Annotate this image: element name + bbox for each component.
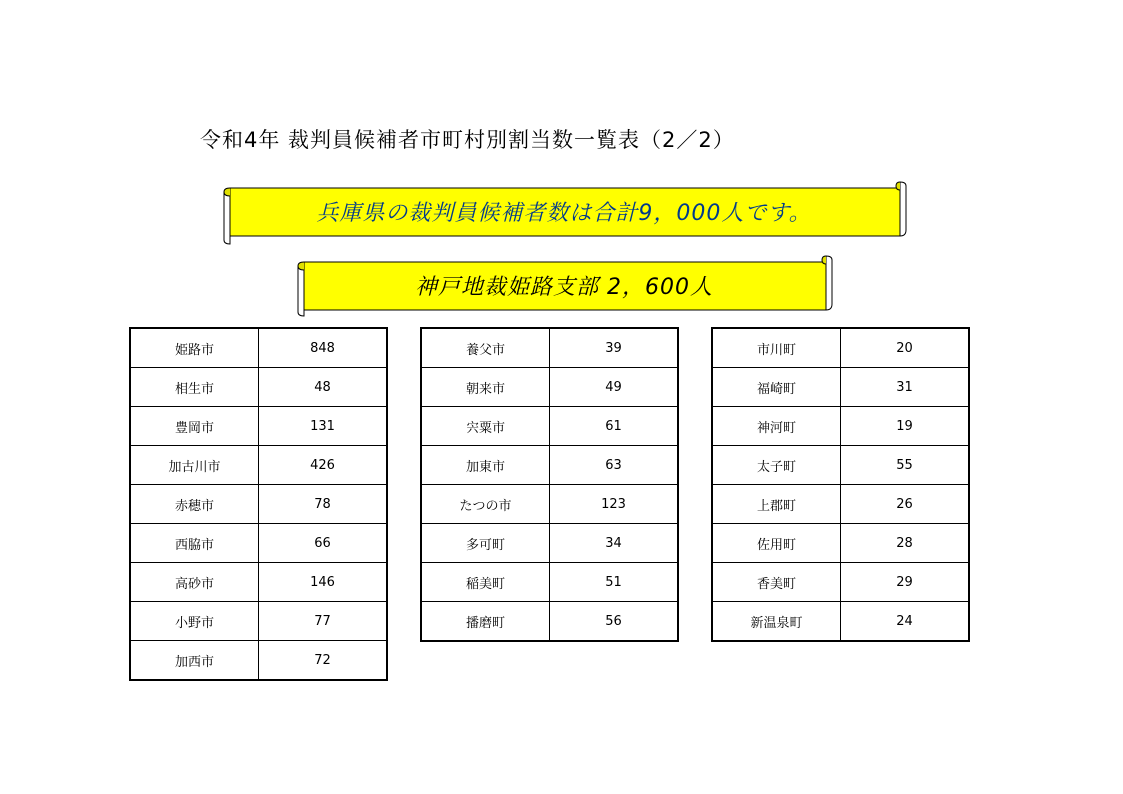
allocation-count: 72 <box>259 641 388 681</box>
allocation-count: 20 <box>841 328 970 368</box>
table-row <box>130 524 387 563</box>
allocation-count: 19 <box>841 407 970 446</box>
municipality-name: 加古川市 <box>130 446 259 485</box>
table-row <box>421 328 678 368</box>
allocation-count: 39 <box>550 328 679 368</box>
branch-banner <box>294 252 834 318</box>
table-row <box>421 446 678 485</box>
table-row <box>421 524 678 563</box>
allocation-count: 426 <box>259 446 388 485</box>
allocation-table-2 <box>420 327 679 642</box>
allocation-count: 848 <box>259 328 388 368</box>
total-banner <box>220 178 908 246</box>
allocation-count: 146 <box>259 563 388 602</box>
table-row <box>421 407 678 446</box>
municipality-name: 豊岡市 <box>130 407 259 446</box>
allocation-count: 51 <box>550 563 679 602</box>
municipality-name: 姫路市 <box>130 328 259 368</box>
table-row <box>130 641 387 681</box>
allocation-count: 77 <box>259 602 388 641</box>
municipality-name: 加東市 <box>421 446 550 485</box>
allocation-count: 66 <box>259 524 388 563</box>
table-row <box>130 328 387 368</box>
municipality-name: 高砂市 <box>130 563 259 602</box>
table-row <box>130 485 387 524</box>
table-row <box>130 602 387 641</box>
allocation-count: 48 <box>259 368 388 407</box>
allocation-count: 28 <box>841 524 970 563</box>
table-row <box>712 446 969 485</box>
table-row <box>712 602 969 642</box>
allocation-count: 26 <box>841 485 970 524</box>
table-row <box>130 407 387 446</box>
branch-banner-text: 神戸地裁姫路支部 2，600人 <box>415 275 713 300</box>
table-row <box>712 524 969 563</box>
table-row <box>712 407 969 446</box>
table-row <box>712 328 969 368</box>
table-row <box>421 485 678 524</box>
municipality-name: 宍粟市 <box>421 407 550 446</box>
municipality-name: 福崎町 <box>712 368 841 407</box>
allocation-table-3 <box>711 327 970 642</box>
allocation-count: 29 <box>841 563 970 602</box>
table-row <box>712 368 969 407</box>
table-row <box>130 368 387 407</box>
allocation-count: 63 <box>550 446 679 485</box>
municipality-name: たつの市 <box>421 485 550 524</box>
municipality-name: 朝来市 <box>421 368 550 407</box>
municipality-name: 相生市 <box>130 368 259 407</box>
municipality-name: 佐用町 <box>712 524 841 563</box>
allocation-count: 31 <box>841 368 970 407</box>
allocation-count: 55 <box>841 446 970 485</box>
municipality-name: 加西市 <box>130 641 259 681</box>
table-row <box>130 446 387 485</box>
table-row <box>130 563 387 602</box>
allocation-count: 56 <box>550 602 679 642</box>
allocation-count: 24 <box>841 602 970 642</box>
allocation-count: 131 <box>259 407 388 446</box>
allocation-count: 78 <box>259 485 388 524</box>
total-banner-text: 兵庫県の裁判員候補者数は合計9，000人です。 <box>316 201 812 226</box>
municipality-name: 新温泉町 <box>712 602 841 642</box>
table-row <box>421 563 678 602</box>
municipality-name: 神河町 <box>712 407 841 446</box>
allocation-count: 123 <box>550 485 679 524</box>
table-row <box>421 602 678 642</box>
municipality-name: 市川町 <box>712 328 841 368</box>
table-row <box>421 368 678 407</box>
municipality-name: 西脇市 <box>130 524 259 563</box>
municipality-name: 香美町 <box>712 563 841 602</box>
municipality-name: 小野市 <box>130 602 259 641</box>
allocation-table-1 <box>129 327 388 681</box>
table-row <box>712 563 969 602</box>
allocation-count: 61 <box>550 407 679 446</box>
page-title: 令和4年 裁判員候補者市町村別割当数一覧表（2／2） <box>200 128 735 152</box>
municipality-name: 多可町 <box>421 524 550 563</box>
municipality-name: 上郡町 <box>712 485 841 524</box>
municipality-name: 赤穂市 <box>130 485 259 524</box>
allocation-count: 49 <box>550 368 679 407</box>
allocation-count: 34 <box>550 524 679 563</box>
municipality-name: 養父市 <box>421 328 550 368</box>
table-row <box>712 485 969 524</box>
municipality-name: 太子町 <box>712 446 841 485</box>
municipality-name: 稲美町 <box>421 563 550 602</box>
municipality-name: 播磨町 <box>421 602 550 642</box>
